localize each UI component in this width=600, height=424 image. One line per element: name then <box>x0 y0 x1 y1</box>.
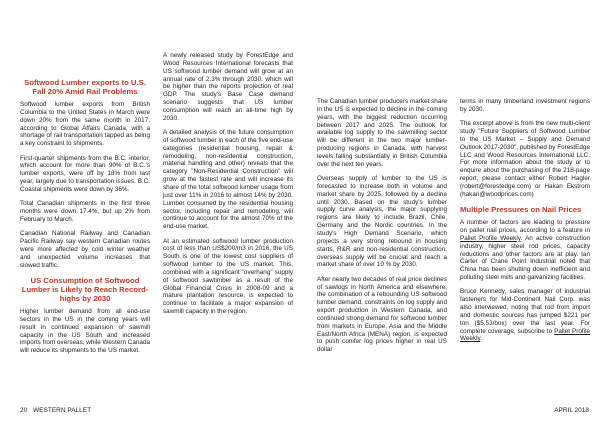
paragraph: First-quarter shipments from the B.C. interior, which account for more than 90% of B.C.'s lumber exports, were off by 18% from last year, largely due to transportation issues. B.C. Coastal shipments were down by 36%. <box>20 154 150 193</box>
paragraph: At an estimated softwood lumber production cost of less than US$200/m3 in 2016, the US South is one of the lowest cost suppliers of softwood lumber to the US market. This, combined with a significant "overhang" supply of softwood sawtimber as a result of the Global Financial Crisis in 2008-09 and a mature plantation resource, is expected to continue to facilitate a major expansion of sawmill capacity in the region. <box>163 237 293 316</box>
paragraph: A newly released study by ForestEdge and Wood Resources International forecasts that US softwood lumber demand will grow at an annual rate of 2.3% through 2030, which will be higher than the reports projection of real GDP. The study's Base Case demand scenario suggests that US lumber consumption will reach an all-time high by 2030. <box>163 52 293 122</box>
paragraph-text: Bruce Kennedy, sales manager of industrial fasteners for Mid-Continent Nail Corp. was also interviewed, noting that rod from import and domestic sources has jumped $221 per ton ($5.53/box) over the last year. For complete coverage, subscribe to <box>460 288 590 335</box>
pallet-profile-subscribe-link[interactable]: Pallet Profile Weekly <box>460 327 591 343</box>
article-heading-lumber-exports: Softwood Lumber exports to U.S. Fall 20% Amid Rail Problems <box>24 78 146 96</box>
paragraph: Total Canadian shipments in the first three months were down 17.4%, but up 2% from February to March. <box>20 200 150 223</box>
paragraph: Overseas supply of lumber to the US is forecasted to increase both in volume and market share by 2025, followed by a decline until 2030. Based on the study's lumber supply curve analysis, the major supplying regions are likely to include Brazil, Chile, Germany and the Nordic countries. In the study's High Demand Scenario, which projects a very strong rebound in housing starts, R&R and non-residential construction, overseas supply will be crucial and reach a market share of over 10 % by 2030. <box>317 175 447 269</box>
article-heading-us-consumption: US Consumption of Softwood Lumber is Likely to Reach Record-highs by 2030 <box>21 276 149 304</box>
pallet-profile-link[interactable]: Pallet Profile Weekly <box>460 234 521 242</box>
publication-name: WESTERN PALLET <box>33 407 92 414</box>
paragraph: A detailed analysis of the future consumption of softwood lumber in each of the five end-use categories (residential housing, repair & remodeling, non-residential construction, material handling and other) reveals that the category "Non-Residential Construction" will grow at the fastest rate and will increase its share of the total softwood lumber usage from just over 11% in 2016 to almost 14% by 2030. Lumber consumed by the residential housing sector, including repair and remodeling, will continue to account for the almost 70% of the end-use market. <box>163 129 293 231</box>
page-number: 20 <box>20 407 28 414</box>
paragraph: Higher lumber demand from all end-use sectors in the US in the coming years will result in continued expansion of sawmill capacity in the US South and increased imports from overseas, while Western Canada will reduce its shipments to the US market. <box>20 308 150 355</box>
paragraph: After nearly two decades of real price declines of sawlogs in North America and elsewhere, the combination of a rebounding US softwood lumber demand, constraints on log supply and export production in Western Canada, and continued strong demand for softwood lumber from markets in Europe, Asia and the Middle East/North Africa (MENA) region, is expected to push conifer log prices higher in real US dollar <box>317 275 447 354</box>
paragraph <box>460 288 590 343</box>
column-4 <box>460 98 590 350</box>
paragraph-text: . <box>480 335 482 343</box>
paragraph: Softwood lumber exports from British Columbia to the United States in March were down 20% from the same month in 2017, according to Global Affairs Canada, with a shortage of rail transportation tapped as being a key constraint to shipments. <box>20 101 150 148</box>
paragraph: Canadian National Railway and Canadian Pacific Railway say western Canadian routes were more affected by cold winter weather and unexpected volume increases that slowed traffic. <box>20 230 150 269</box>
footer-left <box>20 407 91 414</box>
paragraph: The Canadian lumber producers market share in the US is expected to decline in the coming years, with the biggest reduction occurring between 2017 and 2025. The outlook for available log supply to the sawmilling sector will be different in the two major lumber-producing regions in Canada, with harvest levels falling substantially in British Columbia over the next ten years. <box>317 98 447 168</box>
column-2 <box>163 52 293 323</box>
paragraph: The excerpt above is from the new multi-client study "Future Suppliers of Softwood Lumber to the US Market – Supply and Demand Outlook 2017-2030", published by ForestEdge LLC and Wood Resources International LLC. For more information about the study or to enquire about the purchasing of the 218-page report, please contact either Robert Hagler (robert@forestedge.com) or Hakan Ekstrom (hakan@woodprices.com) <box>460 120 590 198</box>
footer-date: APRIL 2018 <box>554 407 589 414</box>
paragraph-text: . An active construction industry, higher steel rod prices, capacity reductions and other factors are at play. Ian Carter of Crane Point Industrial noted that China has been shutting down inefficient and polluting steel mills and galvanizing facilities. <box>460 234 591 282</box>
column-3 <box>317 98 447 361</box>
paragraph: terms in many timberland investment regions by 2030. <box>460 98 590 113</box>
paragraph <box>460 219 590 282</box>
paragraph-text: A number of factors are leading to pressure on pallet nail prices, according to a feature in <box>460 219 590 234</box>
column-1 <box>20 78 150 362</box>
article-heading-nail-prices: Multiple Pressures on Nail Prices <box>460 205 582 215</box>
